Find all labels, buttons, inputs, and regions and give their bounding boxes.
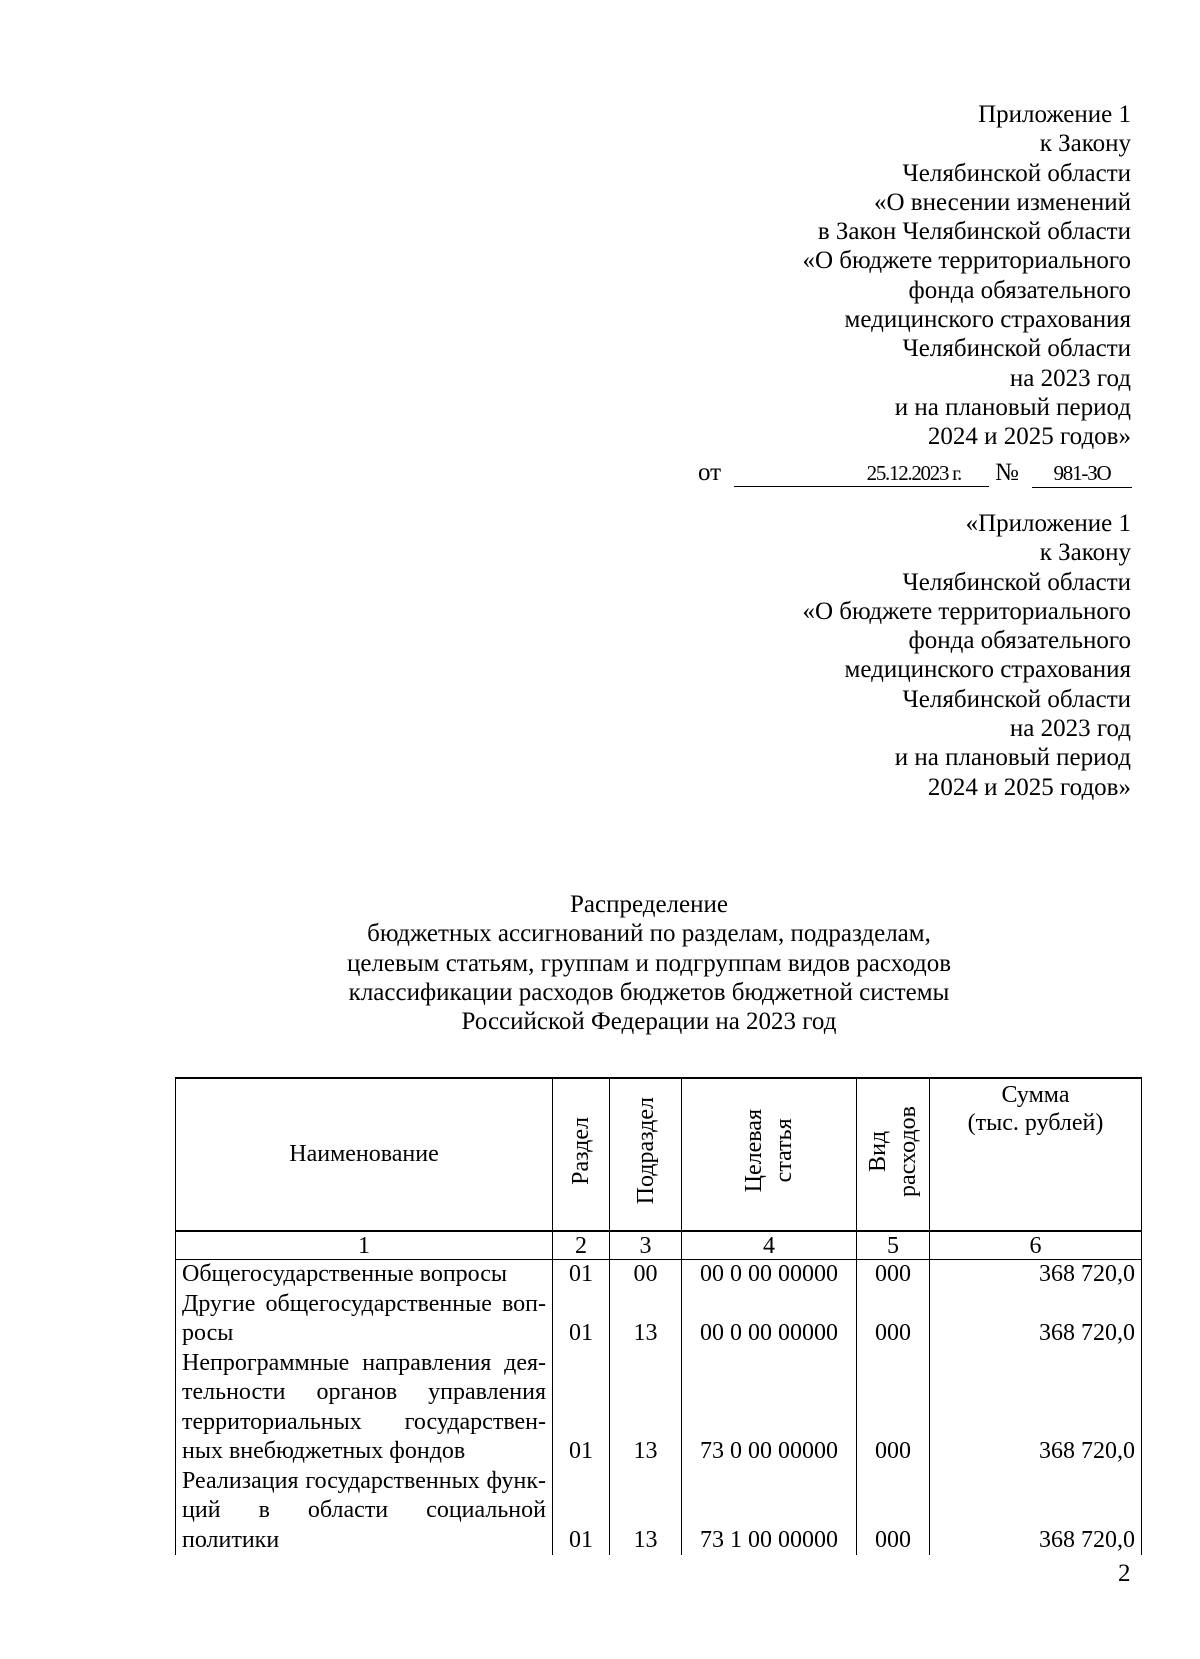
column-number: 2 [553,1231,610,1260]
row-subsection: 13 [610,1290,682,1349]
appendix-current-header [802,100,1131,452]
title-line: Распределение [570,891,728,918]
column-number: 5 [857,1231,930,1260]
row-section: 01 [553,1349,610,1467]
row-type: 000 [857,1290,930,1349]
row-type: 000 [857,1349,930,1467]
appendix-line: 2024 и 2025 годов» [927,423,1131,451]
header-expense-type: Вид расходов [857,1078,930,1231]
appendix-line: Челябинской области [902,568,1131,596]
table-row [176,1290,1142,1349]
title-line: классификации расходов бюджетов бюджетной системы [348,978,950,1006]
appendix-line: «О внесении изменений [873,188,1131,216]
appendix-line: и на плановый период [894,393,1131,421]
header-name: Наименование [176,1078,553,1231]
appendix-line: медицинского страхования [844,656,1131,684]
header-section: Раздел [553,1078,610,1231]
document-title [0,890,1200,1036]
appendix-line: в Закон Челябинской области [817,218,1131,246]
column-number: 3 [610,1231,682,1260]
row-type: 000 [857,1260,930,1290]
appendix-line: медицинского страхования [844,306,1131,334]
appendix-line: «Приложение 1 [965,510,1131,537]
budget-allocation-table [175,1077,1142,1555]
law-reference-line [698,458,1132,488]
row-target: 00 0 00 00000 [682,1290,857,1349]
row-section: 01 [553,1290,610,1349]
row-target: 73 1 00 00000 [682,1467,857,1556]
row-subsection: 13 [610,1467,682,1556]
appendix-line: на 2023 год [1009,364,1131,392]
column-number: 6 [930,1231,1142,1260]
title-line: Российской Федерации на 2023 год [461,1008,837,1036]
title-line: бюджетных ассигнований по разделам, подразделам, [367,920,931,948]
header-target-article: Целевая статья [682,1078,857,1231]
appendix-line: фонда обязательного [908,627,1131,655]
ot-label: от [698,459,722,486]
appendix-line: 2024 и 2025 годов» [927,773,1131,801]
appendix-line: к Закону [1039,130,1131,158]
row-target: 00 0 00 00000 [682,1260,857,1290]
header-sum: Сумма (тыс. рублей) [930,1078,1142,1231]
appendix-line: Приложение 1 [978,101,1131,128]
row-section: 01 [553,1260,610,1290]
column-number: 1 [176,1231,553,1260]
row-name: Непрограммные направления дея- тельности органов управления территориальных государствен- ных внебюджетных фондов [176,1349,553,1467]
law-number-field: 981-ЗО [1032,458,1132,488]
appendix-line: «О бюджете территориального [802,247,1131,275]
appendix-line: фонда обязательного [908,276,1131,304]
row-amount: 368 720,0 [930,1349,1142,1467]
appendix-line: к Закону [1039,539,1131,567]
law-date-field: 25.12.2023 г. [734,458,989,487]
row-name: Другие общегосударственные воп- росы [176,1290,553,1349]
header-subsection: Подраздел [610,1078,682,1231]
table-row [176,1467,1142,1556]
column-number-row [176,1231,1142,1260]
row-subsection: 13 [610,1349,682,1467]
appendix-line: и на плановый период [894,744,1131,772]
table-header-row [176,1078,1142,1231]
appendix-line: Челябинской области [902,335,1131,363]
row-name: Реализация государственных функ- ций в области социальной политики [176,1467,553,1556]
row-amount: 368 720,0 [930,1260,1142,1290]
appendix-line: на 2023 год [1009,715,1131,743]
table-row [176,1260,1142,1290]
number-sign: № [995,459,1019,486]
appendix-line: «О бюджете территориального [802,597,1131,625]
row-name: Общегосударственные вопросы [176,1260,553,1290]
row-type: 000 [857,1467,930,1556]
table-row [176,1349,1142,1467]
row-section: 01 [553,1467,610,1556]
row-subsection: 00 [610,1260,682,1290]
column-number: 4 [682,1231,857,1260]
appendix-original-header [802,509,1131,802]
title-line: целевым статьям, группам и подгруппам видов расходов [346,949,952,977]
row-amount: 368 720,0 [930,1467,1142,1556]
page-number: 2 [1118,1560,1131,1587]
row-amount: 368 720,0 [930,1290,1142,1349]
appendix-line: Челябинской области [902,685,1131,713]
row-target: 73 0 00 00000 [682,1349,857,1467]
appendix-line: Челябинской области [902,159,1131,187]
